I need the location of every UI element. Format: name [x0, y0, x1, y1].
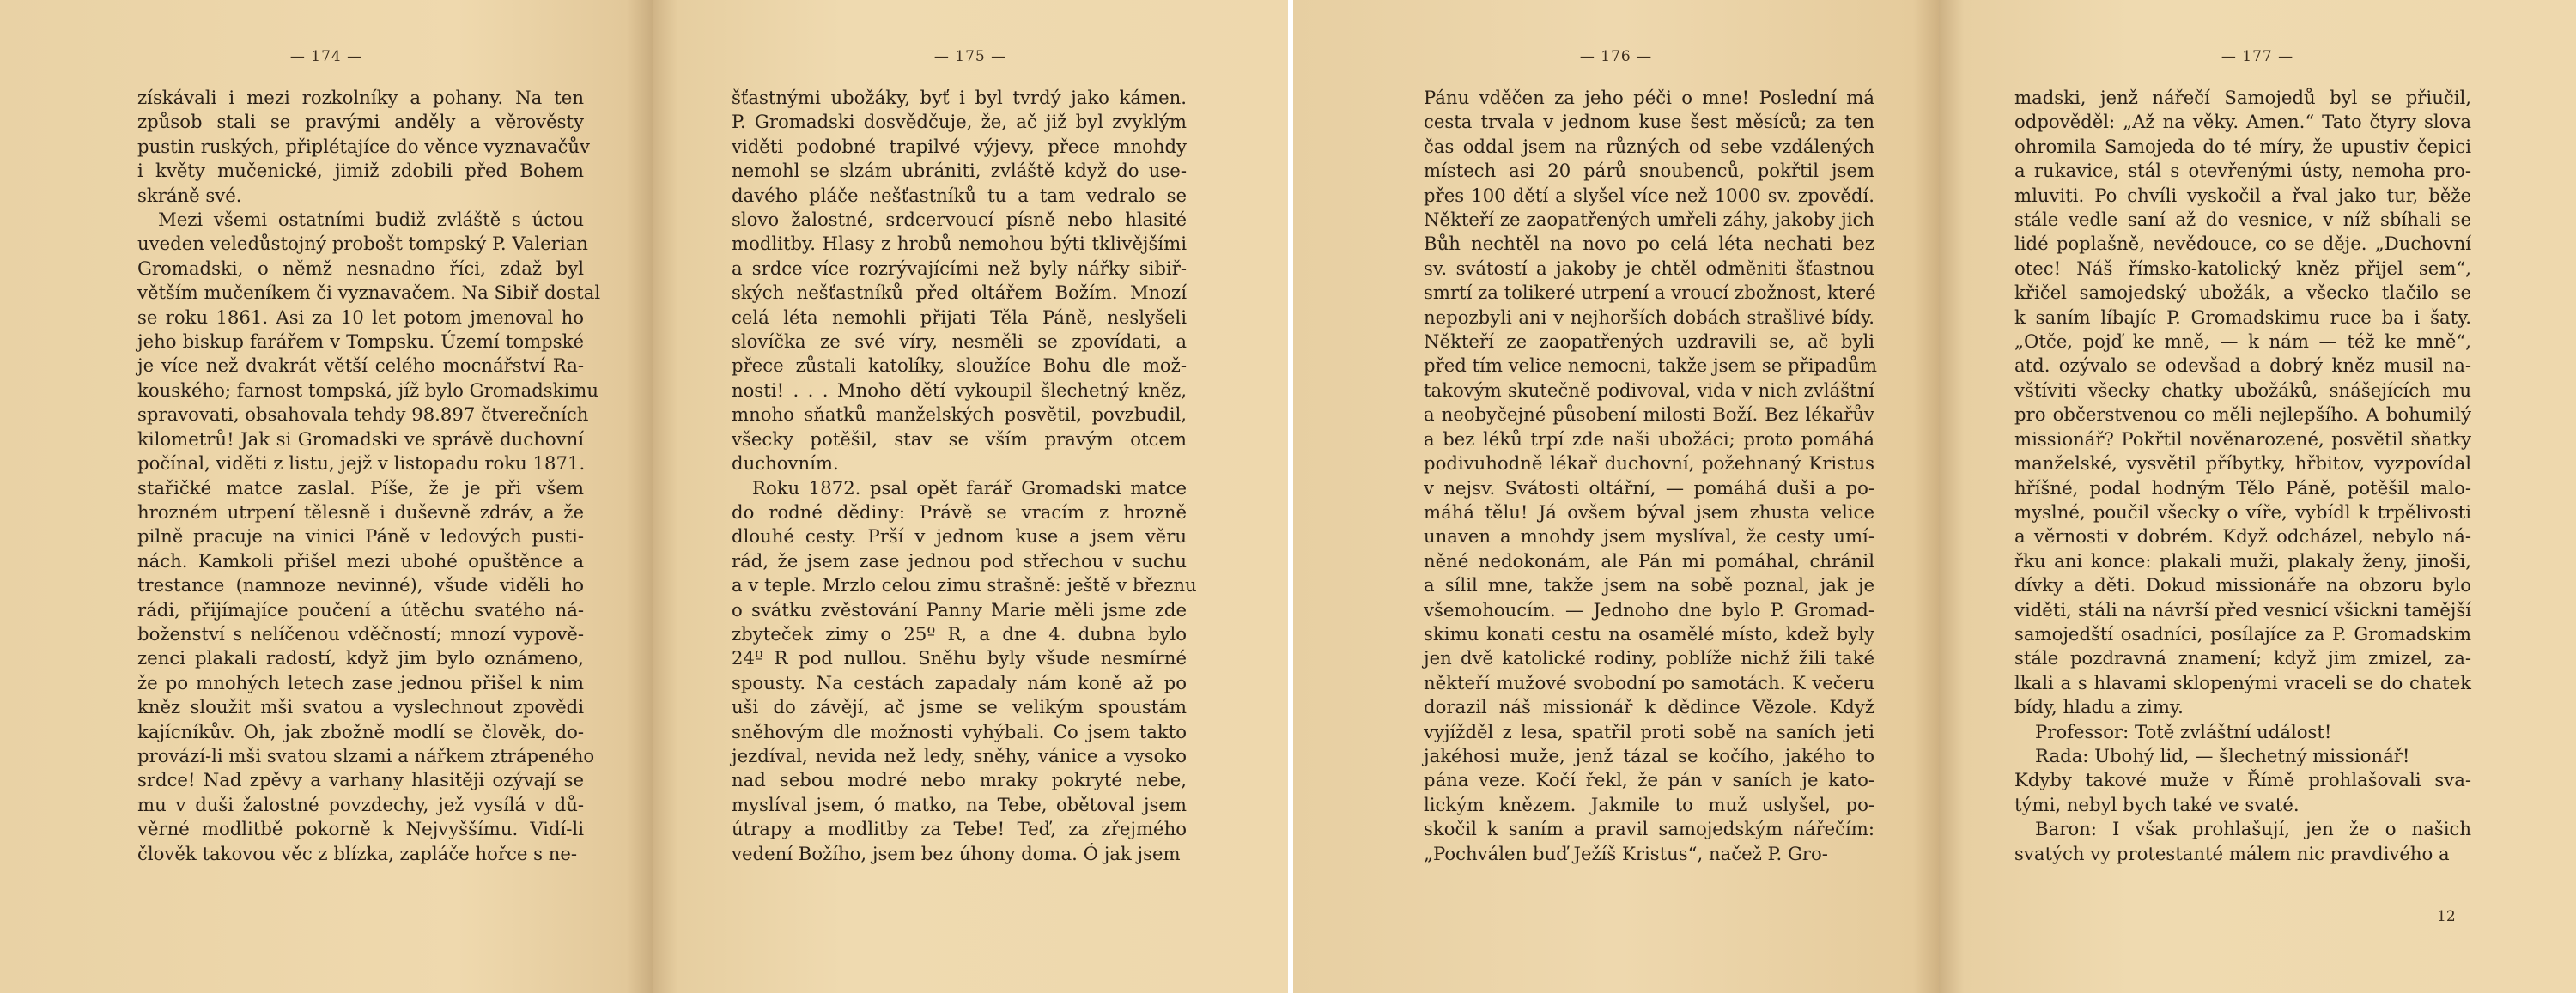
text-line: takovým skutečně podivoval, vida v nich zvláštní	[1424, 378, 1874, 401]
page-175	[653, 0, 1288, 993]
text-line: vyjížděl z lesa, spatřil proti sobě na saních jeti	[1424, 720, 1874, 742]
text-line: do rodné dědiny: Právě se vracím z hrozně	[732, 500, 1187, 523]
text-line: máhá tělu! Já ovšem býval jsem zhusta velice	[1424, 500, 1874, 523]
text-line: je více než dvakrát větší celého mocnářství Ra-	[137, 354, 584, 377]
text-line: přes 100 dětí a slyšel více než 1000 sv. zpovědí.	[1424, 184, 1874, 206]
text-line: skimu konati cestu na osamělé místo, kdež byly	[1424, 622, 1874, 645]
page-number: — 177 —	[2221, 48, 2294, 65]
text-line: Professor: Totě zvláštní událost!	[2035, 720, 2332, 742]
text-line: větším mučeníkem či vyznavačem. Na Sibiř dostal	[137, 282, 601, 304]
text-line: unaven a mnohdy jsem myslíval, že cesty umí-	[1424, 525, 1874, 548]
text-line: místech asi 20 párů snoubenců, pokřtil jsem	[1424, 160, 1874, 182]
text-line: spravovati, obsahovala tehdy 98.897 čtverečních	[137, 403, 589, 426]
text-line: lkali a s hlavami sklopenými vraceli se do chatek	[2014, 671, 2471, 693]
text-line: podivuhodně lékař duchovní, požehnaný Kristus	[1424, 452, 1874, 475]
text-line: nách. Kamkoli přišel mezi ubohé opuštěnce a	[137, 549, 584, 572]
page-number: — 175 —	[933, 48, 1007, 65]
text-line: zbyteček zimy o 25º R, a dne 4. dubna bylo	[732, 622, 1187, 645]
text-line: P. Gromadski dosvědčuje, že, ač již byl zvyklým	[732, 111, 1187, 133]
page-174	[0, 0, 653, 993]
text-line: a věrnosti v dobrém. Když odcházel, nebylo ná-	[2014, 525, 2471, 548]
text-line: tými, nebyl bych také ve svaté.	[2014, 793, 2300, 815]
text-line: davého pláče nešťastníků tu a tam vedralo se	[732, 184, 1187, 206]
text-line: všemohoucím. — Jednoho dne bylo P. Gromad-	[1424, 598, 1874, 621]
text-line: mnoho sňatků manželských posvětil, povzbudil,	[732, 403, 1187, 426]
text-line: přece zůstali katolíky, sloužíce Bohu dle mož-	[732, 354, 1187, 377]
text-line: kněz sloužit mši svatou a vyslechnout zpovědi	[137, 696, 584, 718]
text-line: lidé poplašně, nevědouce, co se děje. „Duchovní	[2014, 233, 2471, 255]
text-line: smrtí za tolikeré utrpení a vroucí zbožnost, které	[1424, 282, 1876, 304]
text-line: pilně pracuje na vinici Páně v ledových pusti-	[137, 525, 584, 548]
text-line: všecky potěšil, stav se vším pravým otcem	[732, 427, 1187, 450]
text-line: věrné modlitbě pokorně k Nejvyššímu. Vidí-li	[137, 818, 584, 840]
page-text	[2014, 86, 2471, 866]
text-line: dlouhé cesty. Prší v jednom kuse a jsem věru	[732, 525, 1187, 548]
text-line: Mezi všemi ostatními budiž zvláště s úctou	[158, 209, 584, 231]
text-line: trestance (namnoze nevinné), všude viděli ho	[137, 574, 584, 596]
text-line: Pánu vděčen za jeho péči o mne! Poslední má	[1424, 87, 1874, 108]
text-line: člověk takovou věc z blízka, zapláče hořce s ne-	[137, 842, 578, 864]
text-line: a neobyčejné působení milosti Boží. Bez lékařův	[1424, 403, 1874, 426]
text-line: rád, že jsem zase jednou pod střechou v suchu	[732, 549, 1187, 572]
text-line: něné nedokonám, ale Pán mi pomáhal, chránil	[1424, 549, 1874, 572]
text-line: jezdíval, nevida než ledy, sněhy, vánice a vysoko	[732, 744, 1187, 766]
text-line: útrapy a modlitby za Tebe! Teď, za zřejmého	[732, 818, 1187, 840]
text-line: kouského; farnost tompská, jíž bylo Gromadskimu	[137, 378, 598, 401]
text-line: spousty. Na cestách zapadaly nám koně až po	[732, 671, 1187, 693]
text-line: ohromila Samojeda do té míry, že upustiv čepici	[2014, 135, 2471, 157]
text-line: „Otče, pojď ke mně, — k nám — též ke mně“,	[2014, 330, 2471, 353]
text-line: slovíčka ze své víry, nesměli se zpovídati, a	[732, 330, 1187, 353]
text-line: nosti! . . . Mnoho dětí vykoupil šlechetný kněz,	[732, 378, 1187, 401]
text-line: vštíviti všecky chatky ubožáků, snášejících mu	[2014, 378, 2471, 401]
text-line: „Pochválen buď Ježíš Kristus“, načež P. Gro-	[1424, 842, 1828, 864]
text-line: otec! Náš římsko-katolický kněz přijel sem“,	[2014, 257, 2471, 279]
text-line: se roku 1861. Asi za 10 let potom jmenoval ho	[137, 306, 584, 328]
text-line: způsob stali se pravými anděly a věrověsty	[137, 111, 584, 133]
text-line: o svátku zvěstování Panny Marie měli jsme zde	[732, 598, 1187, 621]
text-line: manželské, vysvětil příbytky, hřbitov, vyzpovídal	[2014, 452, 2471, 475]
text-line: kilometrů! Jak si Gromadski ve správě duchovní	[137, 427, 584, 450]
text-line: stařičké matce zaslal. Píše, že je při všem	[137, 476, 584, 499]
text-line: a v teple. Mrzlo celou zimu strašně: ještě v březnu	[732, 574, 1197, 596]
text-line: pro občerstvenou co měli nejlepšího. A bohumilý	[2014, 403, 2471, 426]
text-line: celá léta nemohli přijati Těla Páně, neslyšeli	[732, 306, 1187, 328]
text-line: a bez léků trpí zde naši ubožáci; proto pomáhá	[1424, 427, 1874, 450]
text-line: jen dvě katolické rodiny, poblíže nichž žili také	[1424, 647, 1874, 669]
text-line: skráně své.	[137, 184, 242, 206]
signature-mark: 12	[2437, 908, 2456, 925]
text-line: dorazil náš missionář k dědince Vězole. Když	[1424, 696, 1874, 718]
text-line: řku ani konce: plakali muži, plakaly ženy, jinoši,	[2014, 549, 2471, 572]
text-line: myslíval jsem, ó matko, na Tebe, obětoval jsem	[732, 793, 1187, 815]
text-line: Gromadski, o němž nesnadno říci, zdaž byl	[137, 257, 584, 279]
text-line: jakéhosi muže, jenž tázal se kočího, jakého to	[1424, 744, 1874, 766]
text-line: Bůh nechtěl na novo po celá léta nechati bez	[1424, 233, 1874, 255]
text-line: boženství s nelíčenou vděčností; mnozí vypově-	[137, 622, 584, 645]
text-line: a sílil mne, takže jsem na sobě poznal, jak je	[1424, 574, 1874, 596]
text-line: nepozbyli ani v nejhorších dobách strašlivé bídy.	[1424, 306, 1874, 328]
text-line: Roku 1872. psal opět farář Gromadski matce	[752, 476, 1187, 499]
text-line: skočil k saním a pravil samojedským nářečím:	[1424, 818, 1874, 840]
text-line: uši do závějí, ač jsme se velikým spoustám	[732, 696, 1187, 718]
text-line: počínal, viděti z listu, jejž v listopadu roku 1871.	[137, 452, 586, 475]
text-line: cesta trvala v jednom kuse šest měsíců; za ten	[1424, 111, 1874, 133]
page-177	[1939, 0, 2576, 993]
text-line: hrozném utrpení tělesně i duševně zdráv, a že	[137, 500, 584, 523]
text-line: sv. svátostí a jakoby je chtěl odměniti šťastnou	[1424, 257, 1874, 279]
text-line: mu v duši žalostné povzdechy, jež vysílá v dů-	[137, 793, 584, 815]
text-line: sněhovým dle možnosti vyhýbali. Co jsem takto	[732, 720, 1187, 742]
text-line: čas oddal jsem na různých od sebe vzdálených	[1424, 135, 1874, 157]
text-line: missionář? Pokřtil nověnarozené, posvětil sňatky	[2014, 427, 2471, 450]
right-spread	[1293, 0, 2576, 993]
text-line: Baron: I však prohlašují, jen že o našich	[2035, 818, 2471, 840]
text-line: nemohl se slzám ubrániti, zvláště když do use-	[732, 160, 1187, 182]
text-line: 24º R pod nullou. Sněhu byly všude nesmírné	[732, 647, 1187, 669]
text-line: před tím velice nemocni, takže jsem se připadům	[1424, 354, 1877, 377]
text-line: pána veze. Kočí řekl, že pán v saních je kato-	[1424, 769, 1874, 791]
text-line: nad sebou modré nebo mraky pokryté nebe,	[732, 769, 1187, 791]
text-line: srdce! Nad zpěvy a varhany hlasitěji ozývají se	[137, 769, 584, 791]
text-line: v nejsv. Svátosti oltářní, — pomáhá duši a po-	[1424, 476, 1874, 499]
text-line: myslné, poučil všecky o víře, vybídl k trpělivosti	[2014, 500, 2471, 523]
text-line: bídy, hladu a zimy.	[2014, 696, 2184, 718]
text-line: atd. ozývalo se odevšad a dobrý kněz musil na-	[2014, 354, 2471, 377]
text-line: provází-li mši svatou slzami a nářkem ztrápeného	[137, 744, 595, 766]
text-line: dívky a děti. Dokud missionáře na obzoru bylo	[2014, 574, 2471, 596]
text-line: že po mnohých letech zase jednou přišel k nim	[137, 671, 584, 693]
text-line: duchovním.	[732, 452, 839, 475]
text-line: zenci plakali radostí, když jim bylo oznámeno,	[137, 647, 584, 669]
page-text	[732, 86, 1197, 866]
text-line: kajícníkův. Oh, jak zbožně modlí se člověk, do-	[137, 720, 584, 742]
text-line: pustin ruských, připlétajíce do věnce vyznavačův	[137, 135, 590, 157]
text-line: k saním líbajíc P. Gromadskimu ruce ba i šaty.	[2014, 306, 2471, 328]
text-line: slovo žalostné, srdcervoucí písně nebo hlasité	[732, 209, 1187, 231]
text-line: šťastnými ubožáky, byť i byl tvrdý jako kámen.	[732, 87, 1187, 108]
text-line: křičel samojedský ubožák, a všecko tlačilo se	[2014, 282, 2471, 304]
text-line: a srdce více rozrývajícími než byly nářky sibiř-	[732, 257, 1187, 279]
text-line: viděti podobné trapilvé výjevy, přece mnohdy	[732, 135, 1187, 157]
text-line: samojedští osadníci, posílajíce za P. Gromadskim	[2014, 622, 2471, 645]
text-line: Někteří ze zaopatřených uzdravili se, ač byli	[1424, 330, 1874, 353]
text-line: madski, jenž nářečí Samojedů byl se přiučil,	[2014, 87, 2471, 108]
page-number: — 176 —	[1579, 48, 1653, 65]
text-line: odpověděl: „Až na věky. Amen.“ Tato čtyry slova	[2014, 111, 2471, 133]
text-line: jeho biskup farářem v Tompsku. Území tompské	[137, 330, 584, 353]
text-line: hříšné, podal hodným Tělo Páně, potěšil malo-	[2014, 476, 2471, 499]
page-text	[1424, 86, 1877, 866]
text-line: uveden veledůstojný probošt tompský P. Valerian	[137, 233, 588, 255]
text-line: získávali i mezi rozkolníky a pohany. Na ten	[137, 87, 584, 108]
text-line: vedení Božího, jsem bez úhony doma. Ó jak jsem	[732, 842, 1181, 864]
page-number: — 174 —	[289, 48, 363, 65]
text-line: viděti, stáli na návrší před vesnicí všickni tamější	[2014, 598, 2471, 621]
page-text	[137, 86, 601, 866]
page-176	[1293, 0, 1939, 993]
text-line: Rada: Ubohý lid, — šlechetný missionář!	[2035, 744, 2410, 766]
text-line: svatých vy protestanté málem nic pravdivého a	[2014, 842, 2450, 864]
text-line: Někteří ze zaopatřených umřeli záhy, jakoby jich	[1424, 209, 1874, 231]
text-line: rádi, přijímajíce poučení a útěchu svatého ná-	[137, 598, 584, 621]
text-line: stále vedle saní až do vesnice, v níž sbíhali se	[2014, 209, 2471, 231]
text-line: i květy mučenické, jimiž zdobili před Bohem	[137, 160, 584, 182]
text-line: ských nešťastníků před oltářem Božím. Mnozí	[732, 282, 1187, 304]
text-line: někteří mužové svobodní po samotách. K večeru	[1424, 671, 1874, 693]
text-line: Kdyby takové muže v Římě prohlašovali sva-	[2014, 769, 2471, 791]
text-line: modlitby. Hlasy z hrobů nemohou býti tklivějšími	[732, 233, 1187, 255]
text-line: a rukavice, stál s otevřenými ústy, nemoha pro-	[2014, 160, 2471, 182]
text-line: lickým knězem. Jakmile to muž uslyšel, po-	[1424, 793, 1874, 815]
text-line: stále pozdravná znamení; když jim zmizel, za-	[2014, 647, 2471, 669]
text-line: mluviti. Po chvíli vyskočil a řval jako tur, běže	[2014, 184, 2471, 206]
